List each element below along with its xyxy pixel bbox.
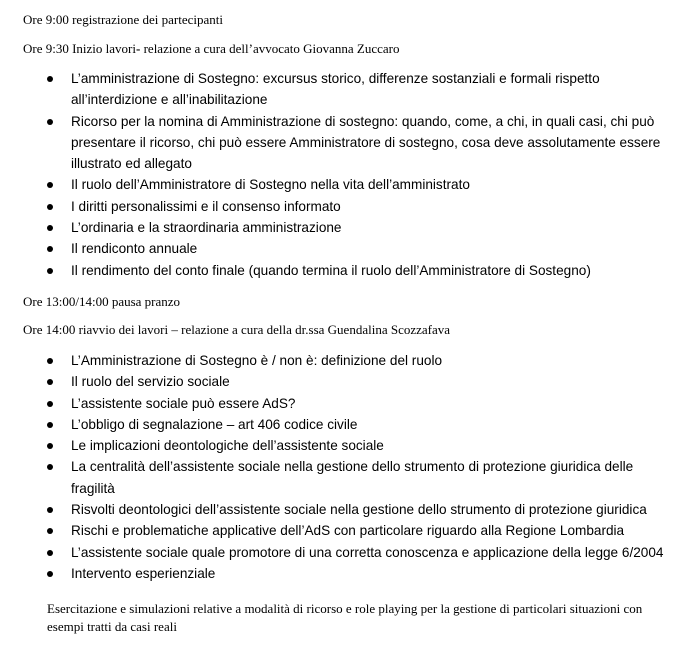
morning-session-line — [23, 41, 399, 57]
registration-line: Ore 9:00 registrazione dei partecipanti — [23, 12, 223, 27]
morning-session-dash: - — [136, 41, 141, 56]
list-item-text: L’Amministrazione di Sostegno è / non è: definizione del ruolo — [71, 353, 443, 368]
bullet-icon — [47, 550, 53, 556]
list-item-text: La centralità dell’assistente sociale nella gestione dello strumento di protezione giuridica delle fragilità — [71, 459, 634, 496]
list-item-text: I diritti personalissimi e il consenso informato — [71, 198, 341, 214]
afternoon-topics-list — [0, 350, 685, 584]
afternoon-session-line: Ore 14:00 riavvio dei lavori – relazione a cura della dr.ssa Guendalina Scozzafava — [23, 322, 451, 337]
bullet-icon — [47, 422, 53, 428]
morning-session-speaker: relazione a cura dell’avvocato Giovanna Zuccaro — [140, 41, 400, 56]
list-item — [0, 414, 685, 435]
morning-topics-list — [0, 68, 685, 281]
list-item-text: L’assistente sociale può essere AdS? — [71, 395, 296, 411]
list-item — [0, 217, 685, 238]
list-item-text: L’obbligo di segnalazione – art 406 codice civile — [71, 416, 358, 432]
bullet-icon — [47, 507, 53, 513]
list-item-text: Risvolti deontologici dell’assistente sociale nella gestione dello strumento di protezione giuridica — [71, 502, 647, 518]
list-item-text: Le implicazioni deontologiche dell’assistente sociale — [71, 438, 384, 454]
list-item — [0, 350, 685, 371]
bullet-icon — [47, 119, 53, 125]
bullet-icon — [47, 358, 53, 364]
bullet-icon — [47, 443, 53, 449]
list-item-text: L’amministrazione di Sostegno: excursus storico, differenze sostanziali e formali rispetto all’interdizione e all’inabilitazione — [71, 71, 600, 108]
lunch-break-line: Ore 13:00/14:00 pausa pranzo — [23, 294, 181, 309]
list-item — [0, 174, 685, 195]
list-item — [0, 520, 685, 541]
list-item — [0, 563, 685, 584]
list-item — [0, 111, 685, 175]
bullet-icon — [47, 204, 53, 210]
list-item — [0, 371, 685, 392]
list-item — [0, 435, 685, 456]
list-item — [0, 393, 685, 414]
list-item-text: Ricorso per la nomina di Amministrazione di sostegno: quando, come, a chi, in quali casi, chi può presentare il ricorso, chi può essere Amministratore di sostegno, cosa deve assolutamente essere illustrato ed allegato — [71, 113, 661, 172]
list-item — [0, 499, 685, 520]
list-item-text: Il rendimento del conto finale (quando termina il ruolo dell’Amministratore di Sostegno) — [71, 262, 591, 278]
bullet-icon — [47, 571, 53, 577]
list-item — [0, 196, 685, 217]
bullet-icon — [47, 528, 53, 534]
list-item-text: Intervento esperienziale — [71, 565, 216, 581]
bullet-icon — [47, 379, 53, 385]
bullet-icon — [47, 268, 53, 274]
list-item — [0, 456, 685, 499]
list-item — [0, 68, 685, 111]
list-item-text: Il ruolo del servizio sociale — [71, 374, 230, 390]
list-item-text: Rischi e problematiche applicative dell’AdS con particolare riguardo alla Regione Lombardia — [71, 523, 625, 539]
list-item — [0, 260, 685, 281]
closing-note: Esercitazione e simulazioni relative a modalità di ricorso e role playing per la gestione di particolari situazioni con esempi tratti da casi reali — [47, 601, 643, 634]
list-item-text: Il ruolo dell’Amministratore di Sostegno nella vita dell’amministrato — [71, 177, 470, 193]
list-item-text: L’assistente sociale quale promotore di una corretta conoscenza e applicazione della legge 6/2004 — [71, 544, 664, 560]
list-item — [0, 238, 685, 259]
bullet-icon — [47, 246, 53, 252]
bullet-icon — [47, 401, 53, 407]
bullet-icon — [47, 182, 53, 188]
bullet-icon — [47, 225, 53, 231]
bullet-icon — [47, 464, 53, 470]
morning-session-time: Ore 9:30 Inizio lavori — [23, 41, 136, 56]
list-item-text: L’ordinaria e la straordinaria amministrazione — [71, 220, 342, 236]
list-item — [0, 542, 685, 563]
bullet-icon — [47, 76, 53, 82]
list-item-text: Il rendiconto annuale — [71, 241, 198, 257]
